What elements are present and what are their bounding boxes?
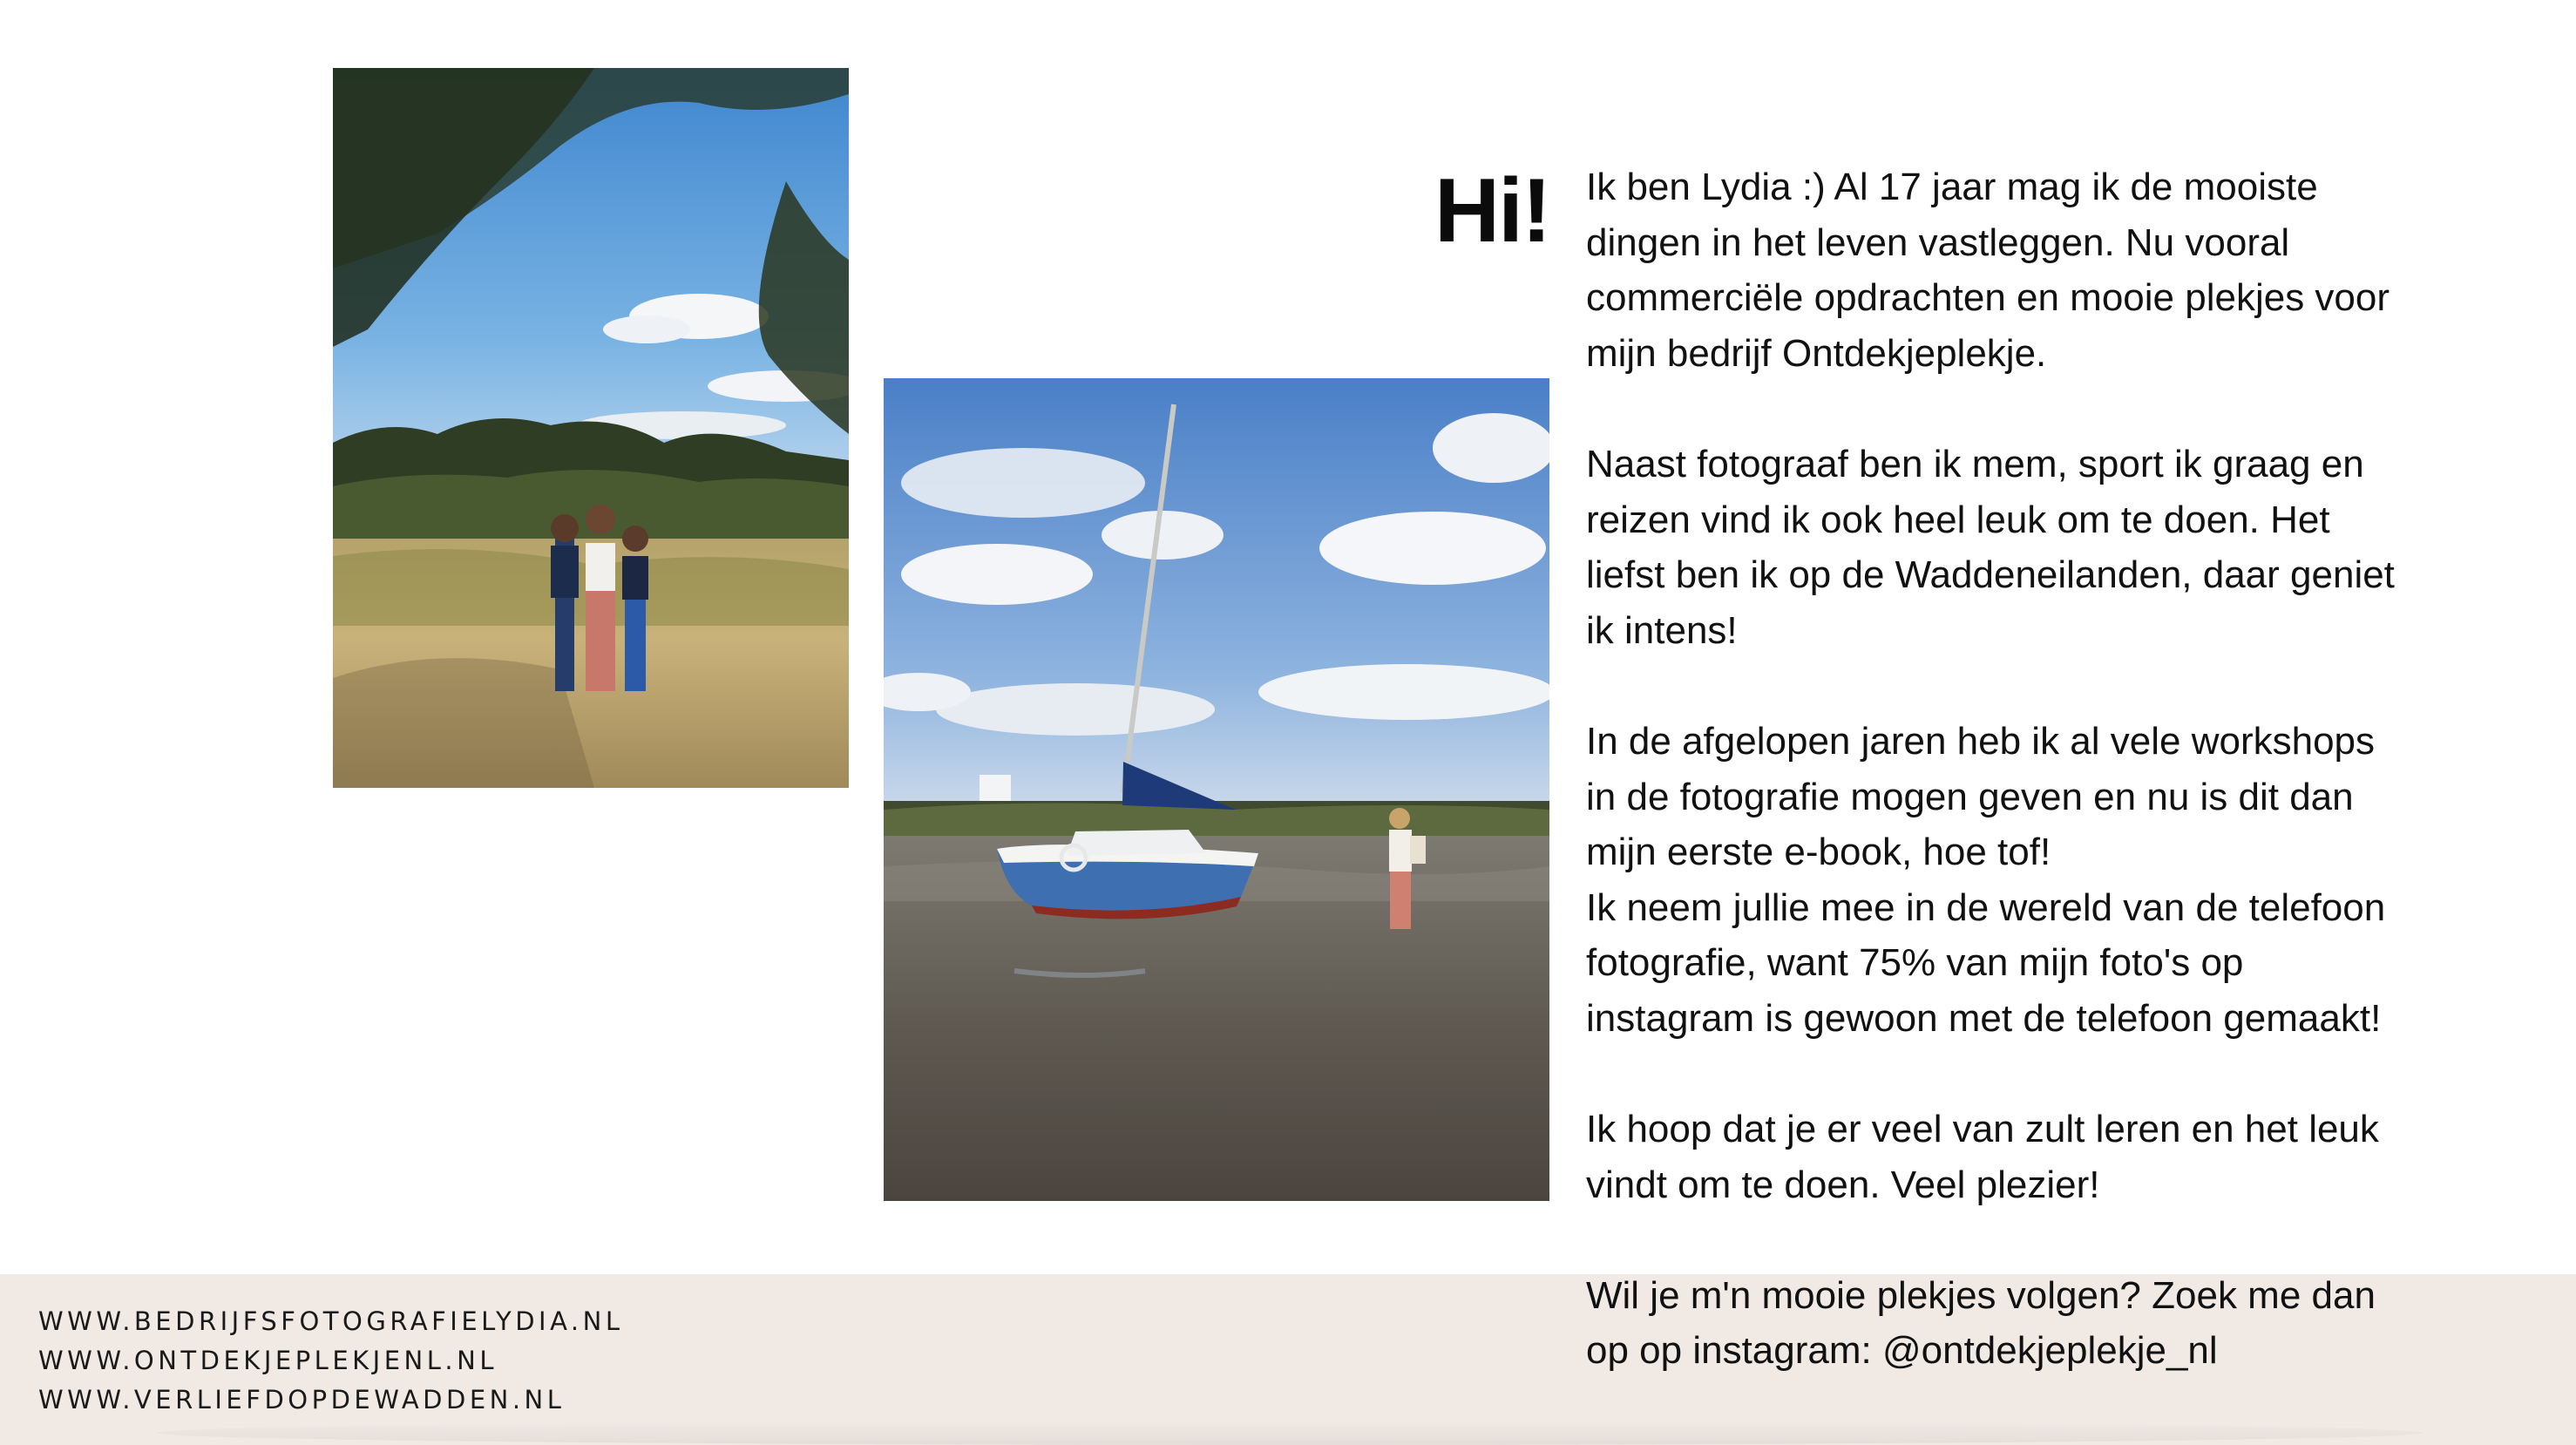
paragraph-gap (1586, 1212, 2545, 1268)
intro-line: In de afgelopen jaren heb ik al vele workshops (1586, 719, 2376, 763)
footer-link-ontdekjeplekje[interactable]: WWW.ONTDEKJEPLEKJENL.NL (38, 1346, 498, 1375)
intro-line: Naast fotograaf ben ik mem, sport ik graag en (1586, 442, 2364, 485)
intro-line: Ik neem jullie mee in de wereld van de telefoon (1586, 885, 2386, 929)
intro-line: mijn bedrijf Ontdekjeplekje. (1586, 331, 2047, 375)
footer-link-bedrijfsfotografielydia[interactable]: WWW.BEDRIJFSFOTOGRAFIELYDIA.NL (38, 1306, 624, 1336)
greeting-heading: Hi! (1434, 160, 1550, 261)
footer-links (38, 1302, 624, 1420)
footer-shadow (157, 1421, 2423, 1445)
photo-family-dunes-image (333, 68, 849, 788)
paragraph-gap (1586, 381, 2545, 437)
paragraph-gap (1586, 1047, 2545, 1102)
paragraph-gap (1586, 658, 2545, 714)
intro-line: vindt om te doen. Veel plezier! (1586, 1163, 2100, 1206)
intro-line: in de fotografie mogen geven en nu is dit dan (1586, 775, 2354, 818)
intro-line: liefst ben ik op de Waddeneilanden, daar geniet (1586, 553, 2395, 597)
photo-family-dunes (333, 68, 849, 788)
intro-line: fotografie, want 75% van mijn foto's op (1586, 941, 2244, 985)
intro-line: ik intens! (1586, 608, 1738, 652)
footer-link-verliefdopdewadden[interactable]: WWW.VERLIEFDOPDEWADDEN.NL (38, 1385, 566, 1414)
intro-text (1586, 159, 2545, 1379)
intro-line: mijn eerste e-book, hoe tof! (1586, 831, 2051, 874)
intro-line: Wil je m'n mooie plekjes volgen? Zoek me dan (1586, 1273, 2376, 1317)
intro-line: op op instagram: @ontdekjeplekje_nl (1586, 1329, 2218, 1373)
intro-line: commerciële opdrachten en mooie plekjes voor (1586, 276, 2390, 320)
intro-line: reizen vind ik ook heel leuk om te doen. Het (1586, 498, 2330, 541)
intro-line: instagram is gewoon met de telefoon gemaakt! (1586, 996, 2382, 1040)
intro-line: dingen in het leven vastleggen. Nu vooral (1586, 220, 2290, 264)
intro-line: Ik hoop dat je er veel van zult leren en het leuk (1586, 1108, 2379, 1151)
photo-sailboat-wadden (884, 378, 1549, 1201)
photo-sailboat-wadden-image (884, 378, 1549, 1201)
intro-line: Ik ben Lydia :) Al 17 jaar mag ik de mooiste (1586, 166, 2318, 208)
